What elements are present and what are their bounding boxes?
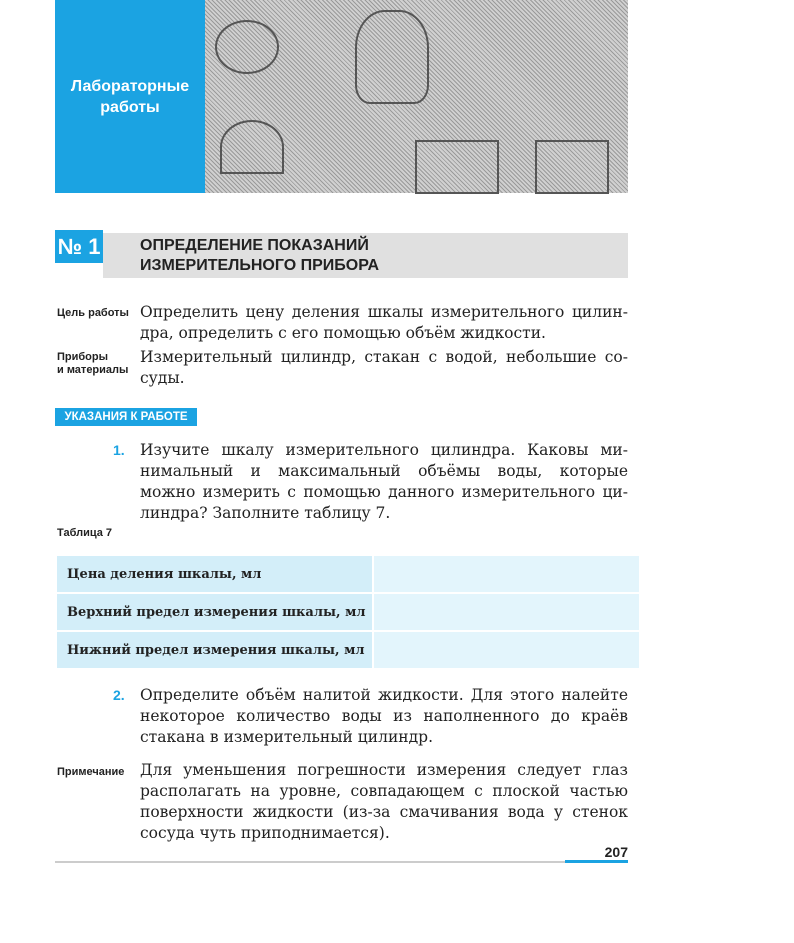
banner-line: Лабораторные	[70, 77, 190, 95]
text-line: располагать на уровне, совпадающем с плоской частью	[140, 782, 628, 800]
row-label: Верхний предел измерения шкалы, мл	[56, 593, 373, 631]
row-label: Нижний предел измерения шкалы, мл	[56, 631, 373, 669]
title-line: ИЗМЕРИТЕЛЬНОГО ПРИБОРА	[140, 257, 380, 274]
note-text	[140, 760, 628, 844]
text-line: поверхности жидкости (из-за смачивания вода у стенок	[140, 803, 628, 821]
step-text	[140, 440, 628, 524]
text-line: Для уменьшения погрешности измерения следует глаз	[140, 761, 628, 779]
row-value-cell[interactable]	[373, 631, 640, 669]
data-table	[55, 554, 641, 670]
row-value-cell[interactable]	[373, 593, 640, 631]
text-line: можно измерить с помощью данного измерительного ци-	[140, 483, 628, 501]
page-number: 207	[604, 844, 628, 860]
table-row	[56, 631, 640, 669]
title-line: ОПРЕДЕЛЕНИЕ ПОКАЗАНИЙ	[140, 237, 369, 254]
note-label: Примечание	[57, 766, 125, 778]
table-row	[56, 593, 640, 631]
lab-title	[140, 236, 379, 276]
goal-label: Цель работы	[57, 307, 129, 319]
goal-text	[140, 302, 628, 344]
instructions-heading: УКАЗАНИЯ К РАБОТЕ	[55, 408, 197, 426]
step-text	[140, 685, 628, 748]
step-number: 1.	[113, 442, 125, 458]
step-number: 2.	[113, 687, 125, 703]
text-line: нимальный и максимальный объёмы воды, которые	[140, 462, 628, 480]
text-line: Измерительный цилиндр, стакан с водой, небольшие со-	[140, 348, 628, 366]
lab-number-badge: № 1	[55, 230, 103, 263]
label-line: Приборы	[57, 351, 109, 363]
text-line: суды.	[140, 369, 185, 387]
text-line: Изучите шкалу измерительного цилиндра. Каковы ми-	[140, 441, 628, 459]
text-line: стакана в измерительный цилиндр.	[140, 728, 434, 746]
text-line: некоторое количество воды из наполненного до краёв	[140, 707, 628, 725]
footer-rule	[55, 861, 565, 863]
equipment-text	[140, 347, 628, 389]
label-line: и материалы	[57, 364, 129, 376]
table-row	[56, 555, 640, 593]
text-line: дра, определить с его помощью объём жидкости.	[140, 324, 546, 342]
row-label: Цена деления шкалы, мл	[56, 555, 373, 593]
equipment-label	[57, 351, 128, 377]
row-value-cell[interactable]	[373, 555, 640, 593]
text-line: линдра? Заполните таблицу 7.	[140, 504, 391, 522]
text-line: Определить цену деления шкалы измерительного цилин-	[140, 303, 628, 321]
text-line: сосуда чуть приподнимается).	[140, 824, 390, 842]
footer-accent-rule	[565, 860, 628, 863]
table-caption: Таблица 7	[57, 527, 113, 539]
section-banner	[55, 0, 205, 193]
engraving-illustration	[205, 0, 628, 193]
banner-line: работы	[100, 98, 160, 116]
text-line: Определите объём налитой жидкости. Для этого налейте	[140, 686, 628, 704]
